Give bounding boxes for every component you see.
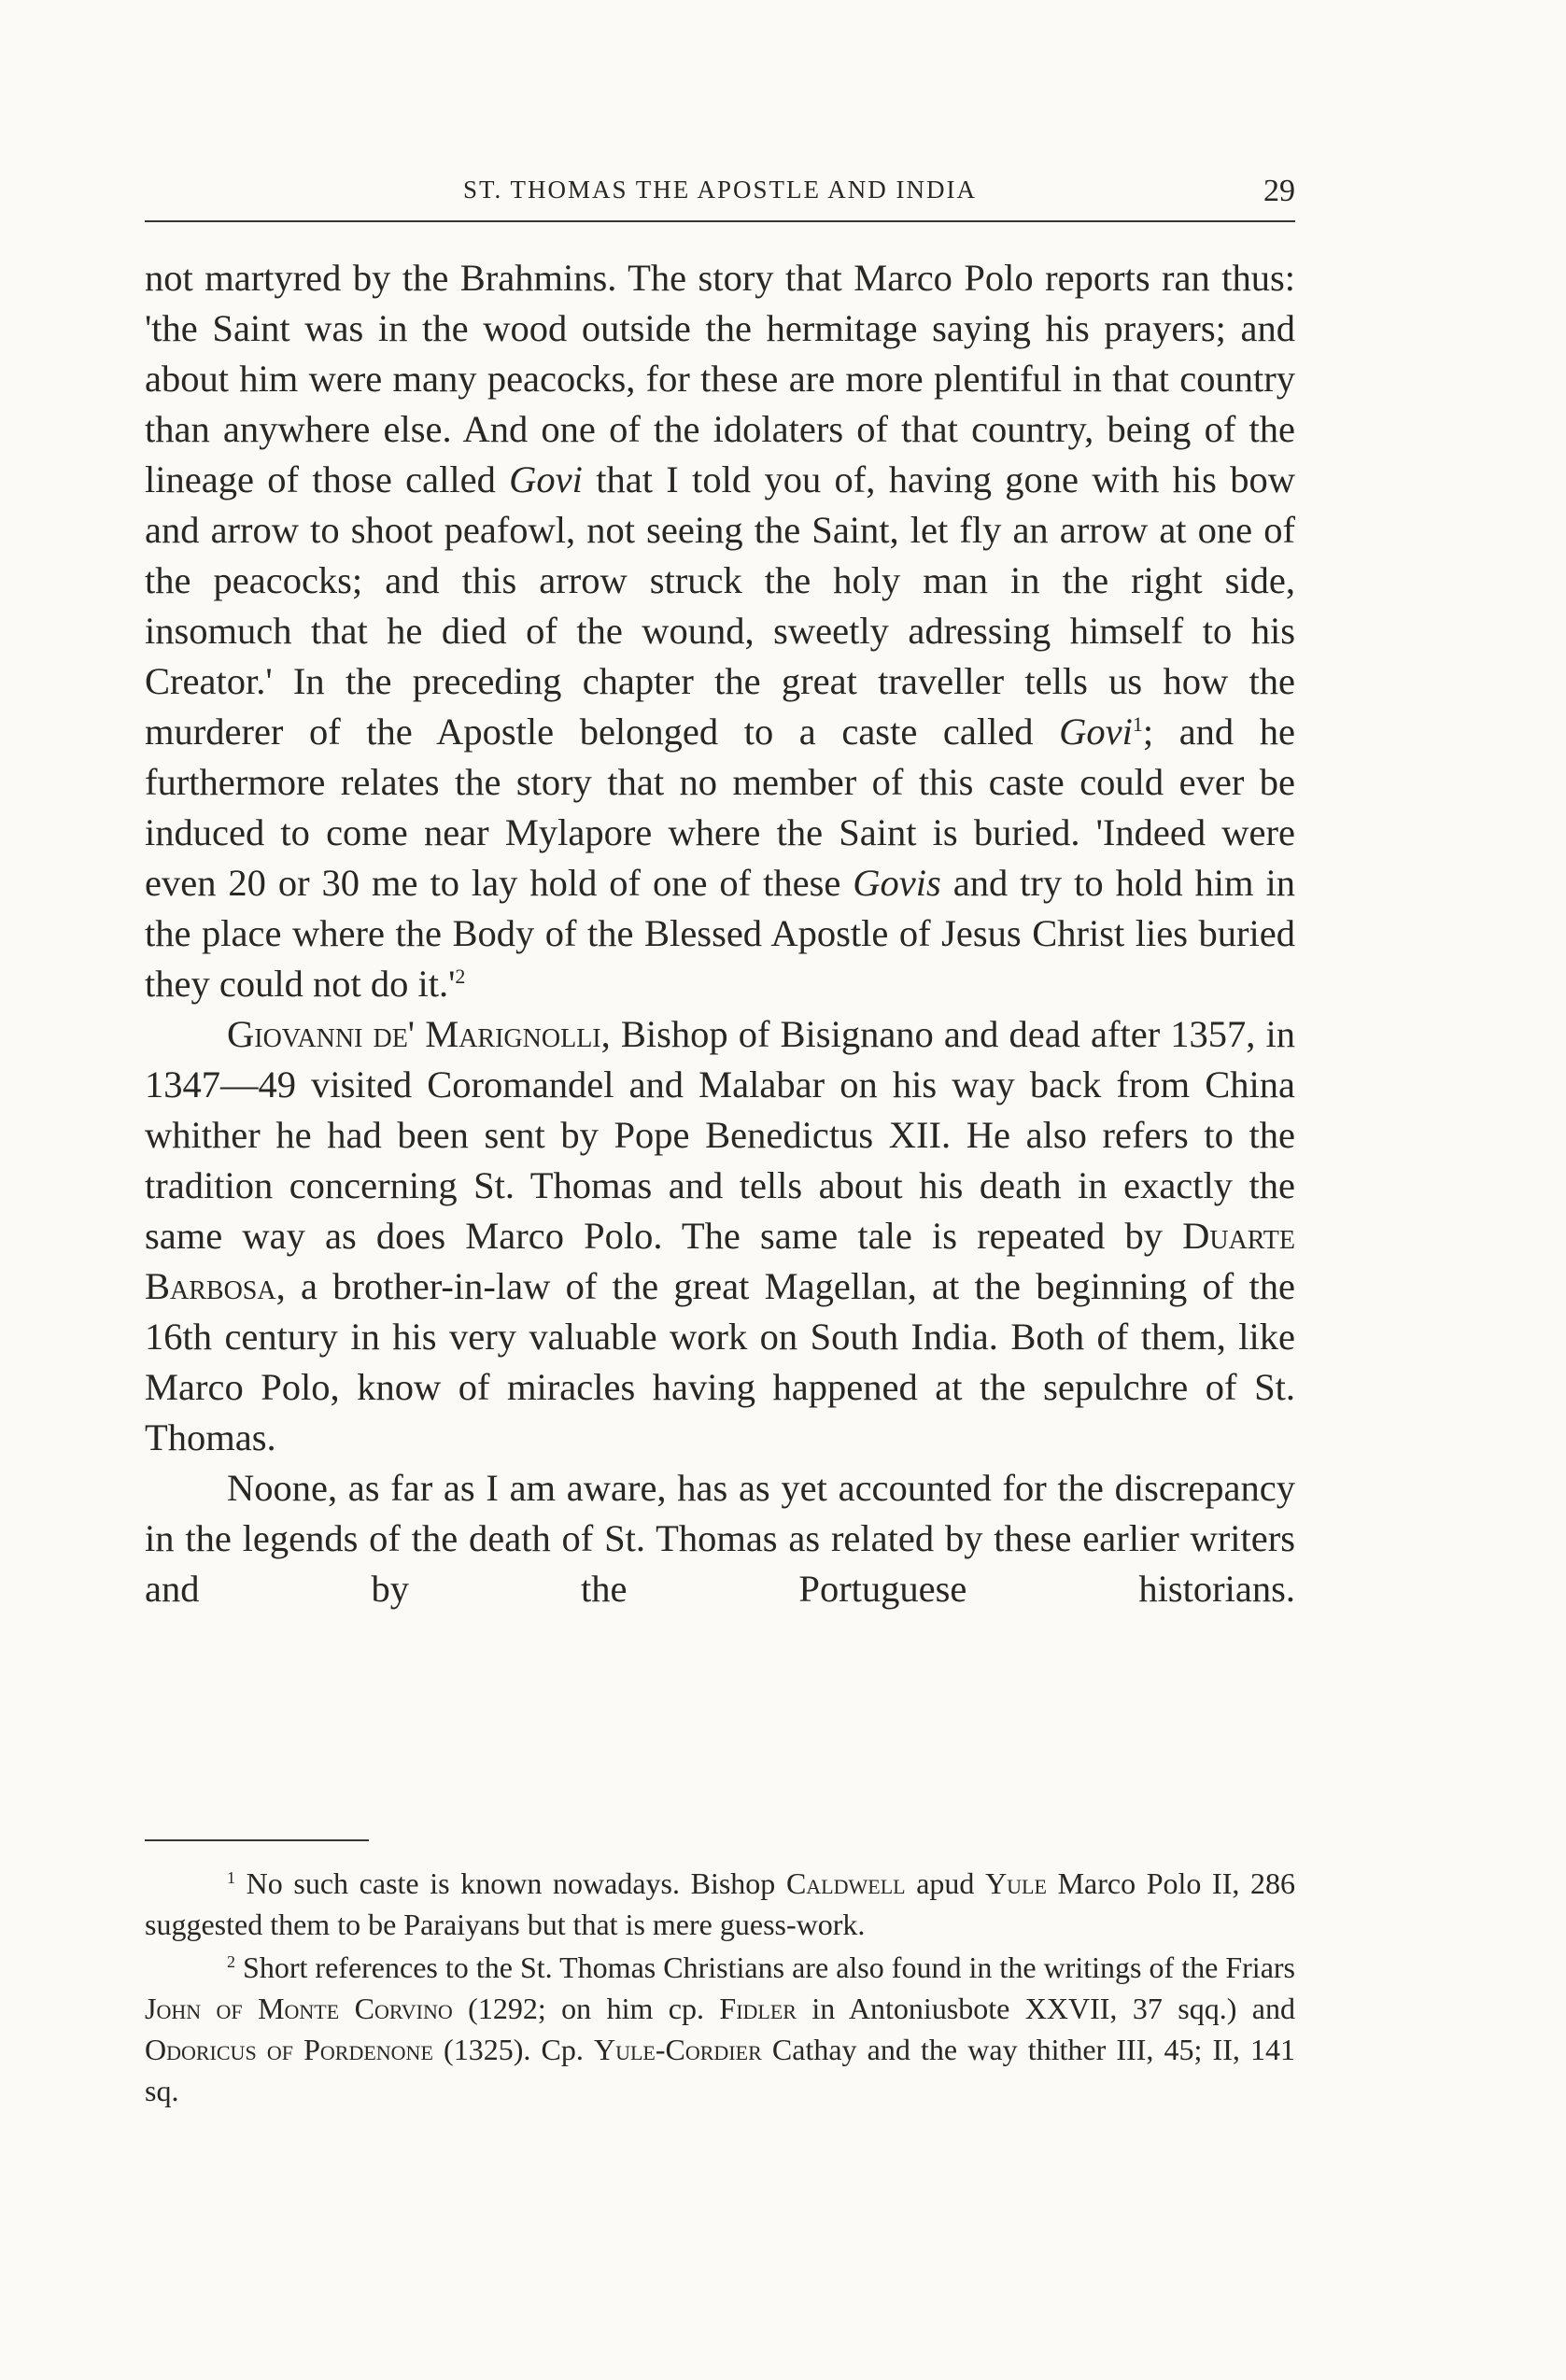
person-name: Giovanni de' Marignolli — [227, 1013, 601, 1055]
footnote-ref-2[interactable]: 2 — [455, 965, 466, 988]
person-name: Duarte Barbosa — [145, 1215, 1295, 1307]
footnote-2 — [145, 1947, 1295, 2111]
text-run: Short references to the St. Thomas Christians are also found in the writings of the Friars — [235, 1950, 1295, 1984]
text-run: Noone, as far as I am aware, has as yet accounted for the discrepancy in the legends of the death of St. Thomas as related by these earlier writers and by the Portuguese historians. — [145, 1467, 1295, 1610]
person-name: Yule — [985, 1866, 1047, 1900]
italic-term: Govis — [853, 862, 941, 904]
text-run: ; and he furthermore relates the story that no member of this caste could ever be induced to come near Mylapore where the Saint is buried. 'Indeed were even 20 or 30 me to lay hold of one of these — [145, 711, 1295, 904]
footnote-ref-1[interactable]: 1 — [1132, 712, 1143, 736]
italic-term: Govi — [1059, 711, 1133, 753]
page-header — [145, 176, 1295, 222]
paragraph-3 — [145, 1463, 1295, 1614]
person-name: Odoricus of Pordenone — [145, 2033, 433, 2066]
body-text — [145, 253, 1295, 1614]
text-run: (1292; on him cp. — [452, 1992, 720, 2025]
person-name: Yule-Cordier — [593, 2033, 762, 2066]
paragraph-2 — [145, 1009, 1295, 1463]
person-name: Fidler — [719, 1992, 797, 2025]
text-run: (1325). Cp. — [432, 2033, 594, 2066]
text-run: Marco Polo II, 286 suggested them to be Paraiyans but that is mere guess-work. — [145, 1866, 1296, 1941]
footnote-1 — [145, 1863, 1295, 1945]
footnote-divider — [145, 1839, 369, 1841]
text-run: apud — [905, 1866, 986, 1900]
footnote-mark: 2 — [227, 1952, 235, 1971]
footnote-mark: 1 — [227, 1868, 235, 1887]
text-run: and try to hold him in the place where the Body of the Blessed Apostle of Jesus Christ lies buried they could not do it.' — [145, 862, 1295, 1005]
text-run: , a brother-in-law of the great Magellan, at the beginning of the 16th century in his very valuable work on South India. Both of them, like Marco Polo, know of miracles having happened at the sepulchre of St. Thomas. — [145, 1265, 1295, 1458]
text-run: , Bishop of Bisignano and dead after 1357, in 1347—49 visited Coromandel and Malabar on his way back from China whither he had been sent by Pope Benedictus XII. He also refers to the tradition concerning St. Thomas and tells about his death in exactly the same way as does Marco Polo. The same tale is repeated by — [145, 1013, 1295, 1257]
person-name: Caldwell — [785, 1866, 906, 1900]
italic-term: Govi — [509, 458, 583, 500]
running-title: ST. THOMAS THE APOSTLE AND INDIA — [462, 176, 978, 204]
footnotes — [145, 1863, 1295, 2113]
paragraph-1 — [145, 253, 1295, 1009]
page-number: 29 — [1263, 174, 1295, 208]
text-run: Cathay and the way thither III, 45; II, 141 sq. — [145, 2033, 1296, 2107]
text-run: in Antoniusbote XXVII, 37 sqq.) and — [796, 1992, 1295, 2025]
text-run: that I told you of, having gone with his bow and arrow to shoot peafowl, not seeing the Saint, let fly an arrow at one of the peacocks; and this arrow struck the holy man in the right side, insomuch that he died of the wound, sweetly adressing himself to his Creator.' In the preceding chapter the great traveller tells us how the murderer of the Apostle belonged to a caste called — [145, 458, 1295, 753]
text-run: No such caste is known nowadays. Bishop — [235, 1866, 786, 1900]
text-run: not martyred by the Brahmins. The story that Marco Polo reports ran thus: 'the Saint was in the wood outside the hermitage saying his prayers; and about him were many peacocks, for these are more plentiful in that country than anywhere else. And one of the idolaters of that country, being of the lineage of those called — [145, 257, 1295, 500]
person-name: John of Monte Corvino — [145, 1992, 453, 2025]
